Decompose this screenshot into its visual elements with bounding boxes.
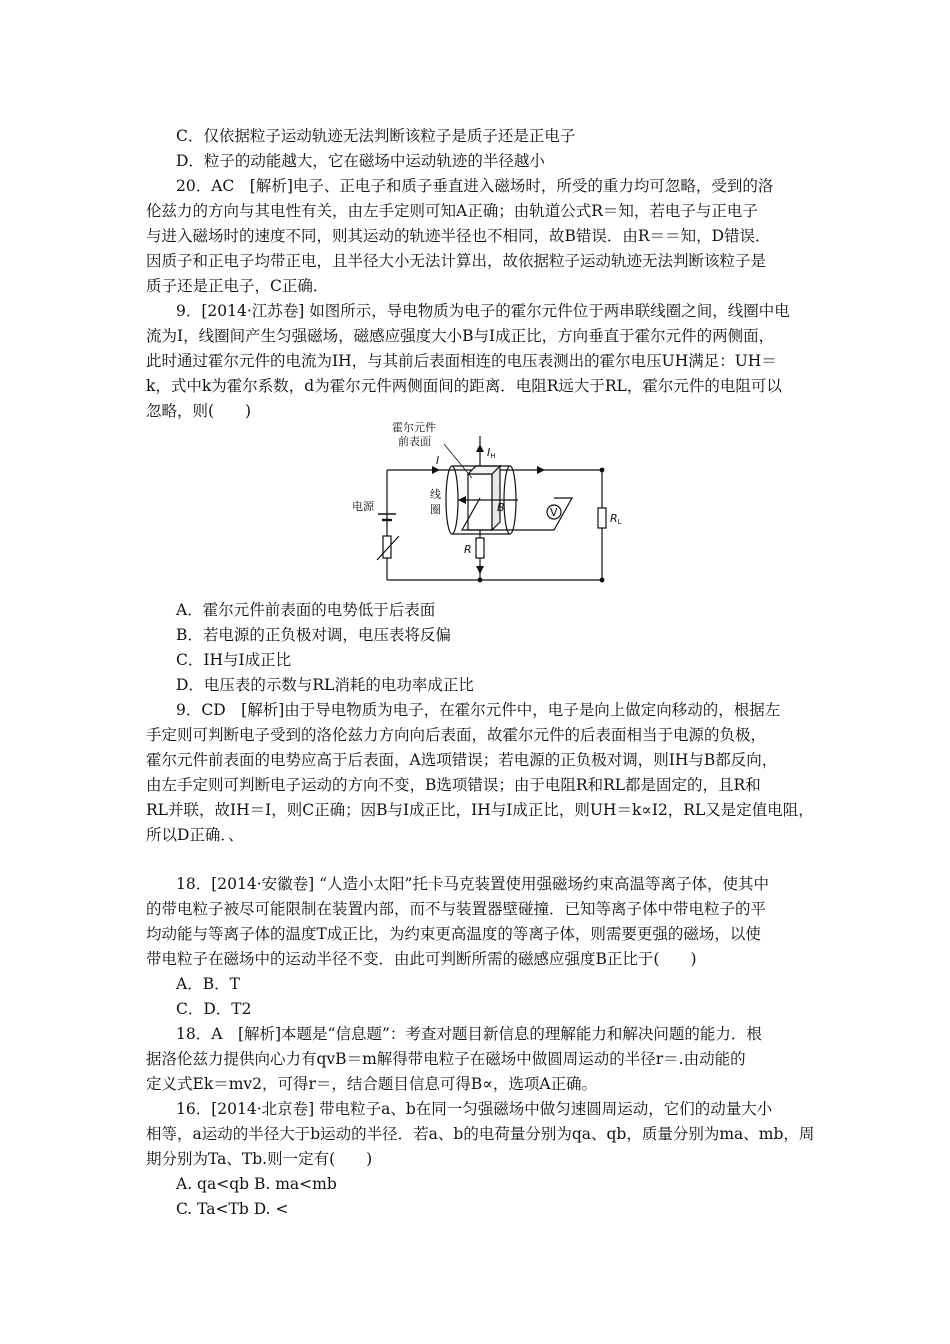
q16-options-ab: A. qa<qb B. ma<mb: [176, 1175, 337, 1193]
q9-answer-text: 由于导电物质为电子，在霍尔元件中，电子是向上做定向移动的，根据左: [284, 701, 781, 719]
q9-answer-line-5: RL并联，故IH＝I，则C正确；因B与I成正比，IH与I成正比，则UH＝k∝I2，RL又是定值电阻，: [146, 801, 814, 819]
q18-answer-number: 18．A: [176, 1025, 223, 1043]
q-prev-option-d: D．粒子的动能越大，它在磁场中运动轨迹的半径越小: [176, 152, 545, 170]
top-wire-arrow: [537, 466, 545, 474]
q18-answer-tag: [解析]: [237, 1025, 282, 1043]
q18-options-ab: A．B．T: [176, 975, 240, 993]
q9-stem-line-2: 流为I，线圈间产生匀强磁场，磁感应强度大小B与I成正比，方向垂直于霍尔元件的两侧面，: [146, 327, 775, 345]
rheostat: [383, 536, 391, 558]
label-resistor-rl: RL: [610, 512, 622, 526]
label-current-ih: IH: [487, 446, 496, 460]
resistor-rl: [598, 508, 606, 528]
q16-stem-line-2: 相等，a运动的半径大于b运动的半径．若a、b的电荷量分别为qa、qb，质量分别为ma、mb，周: [146, 1125, 815, 1143]
q9-option-c: C．IH与I成正比: [176, 651, 292, 669]
junction-top-right: [600, 468, 605, 473]
q-prev-answer-tag: [解析]: [249, 177, 293, 195]
field-arrow-head: [458, 496, 466, 504]
q9-stem-line-1: 9．[2014·江苏卷] 如图所示，导电物质为电子的霍尔元件位于两串联线圈之间，线圈中电: [176, 302, 790, 320]
q16-stem-line-1: 16．[2014·北京卷] 带电粒子a、b在同一匀强磁场中做匀速圆周运动，它们的动量大小: [176, 1100, 773, 1118]
q9-option-d: D．电压表的示数与RL消耗的电功率成正比: [176, 676, 474, 694]
q-prev-answer-line-1: [176, 174, 840, 198]
q9-option-b: B．若电源的正负极对调，电压表将反偏: [176, 626, 451, 644]
bottom-branch-arrow: [476, 566, 484, 574]
q9-answer-tag: [解析]: [241, 701, 285, 719]
q18-stem-line-4: 带电粒子在磁场中的运动半径不变．由此可判断所需的磁感应强度B正比于( ): [146, 950, 697, 968]
q-prev-answer-text: 电子、正电子和质子垂直进入磁场时，所受的重力均可忽略，受到的洛: [292, 177, 774, 195]
q-prev-answer-line-4: 因质子和正电子均带正电，且半径大小无法计算出，故依据粒子运动轨迹无法判断该粒子是: [146, 252, 767, 270]
q-prev-option-c: C．仅依据粒子运动轨迹无法判断该粒子是质子还是正电子: [176, 127, 576, 145]
label-field-b: B: [497, 501, 505, 514]
resistor-r: [476, 538, 484, 558]
q-prev-answer-number: 20．AC: [176, 177, 235, 195]
q9-stem-line-5: 忽略，则( ): [146, 402, 252, 420]
current-ih-arrow: [476, 444, 484, 452]
q16-options-cd: C. Ta<Tb D. <: [176, 1200, 289, 1218]
q-prev-answer-line-5: 质子还是正电子，C正确．: [146, 277, 329, 295]
label-hall-element: 霍尔元件: [392, 421, 436, 434]
label-front-surface: 前表面: [398, 435, 431, 448]
junction-bottom: [478, 578, 483, 583]
label-power-source: 电源: [352, 500, 374, 513]
q9-answer-line-1: [176, 698, 840, 722]
label-resistor-r: R: [464, 543, 472, 556]
q18-stem-line-3: 均动能与等离子体的温度T成正比，为约束更高温度的等离子体，则需要更强的磁场，以使: [146, 925, 761, 943]
hall-element-front: [468, 474, 492, 530]
q18-answer-line-2: 据洛伦兹力提供向心力有qvB＝m解得带电粒子在磁场中做圆周运动的半径r＝.由动能的: [146, 1050, 746, 1068]
q16-stem-line-3: 期分别为Ta、Tb.则一定有( ): [146, 1150, 373, 1168]
coil-left: [446, 466, 458, 534]
label-voltmeter: V: [550, 506, 558, 519]
q9-answer-line-4: 由左手定则可判断电子运动的方向不变，B选项错误；由于电阻R和RL都是固定的，且R和: [146, 776, 761, 794]
q18-stem-line-1: 18．[2014·安徽卷] “人造小太阳”托卡马克装置使用强磁场约束高温等离子体，使其中: [176, 875, 769, 893]
q9-stem-line-3: 此时通过霍尔元件的电流为IH，与其前后表面相连的电压表测出的霍尔电压UH满足：UH＝: [146, 352, 777, 370]
q-prev-answer-line-3: 与进入磁场时的速度不同，则其运动的轨迹半径也不相同，故B错误．由R＝＝知，D错误．: [146, 227, 771, 245]
q18-options-cd: C．D．T2: [176, 1000, 252, 1018]
label-current-i: I: [436, 454, 440, 467]
q9-option-a: A．霍尔元件前表面的电势低于后表面: [176, 601, 436, 619]
q9-answer-line-3: 霍尔元件前表面的电势应高于后表面，A选项错误；若电源的正负极对调，则IH与B都反向，: [146, 751, 778, 769]
q9-answer-number: 9．CD: [176, 701, 226, 719]
q18-answer-text: 本题是“信息题”：考查对题目新信息的理解能力和解决问题的能力．根: [281, 1025, 762, 1043]
q9-answer-line-2: 手定则可判断电子受到的洛伦兹力方向向后表面，故霍尔元件的后表面相当于电源的负极，: [146, 726, 767, 744]
hall-element-side: [492, 466, 500, 530]
q18-answer-line-3: 定义式Ek＝mv2，可得r＝，结合题目信息可得B∝，选项A正确。: [146, 1075, 598, 1093]
q18-stem-line-2: 的带电粒子被尽可能限制在装置内部，而不与装置器壁碰撞．已知等离子体中带电粒子的平: [146, 900, 767, 918]
q9-stem-line-4: k，式中k为霍尔系数，d为霍尔元件两侧面间的距离．电阻R远大于RL，霍尔元件的电阻可以: [146, 377, 782, 395]
q9-answer-line-6: 所以D正确．、: [146, 826, 244, 844]
label-coil-1: 线: [430, 488, 441, 501]
label-coil-2: 圈: [430, 503, 441, 516]
current-i-arrow: [432, 466, 440, 474]
q-prev-answer-line-2: 伦兹力的方向与其电性有关，由左手定则可知A正确；由轨道公式R＝知，若电子与正电子: [146, 202, 758, 220]
hall-element-circuit-diagram: [340, 414, 620, 592]
junction-bottom-right: [600, 578, 605, 583]
q18-answer-line-1: [176, 1022, 840, 1046]
